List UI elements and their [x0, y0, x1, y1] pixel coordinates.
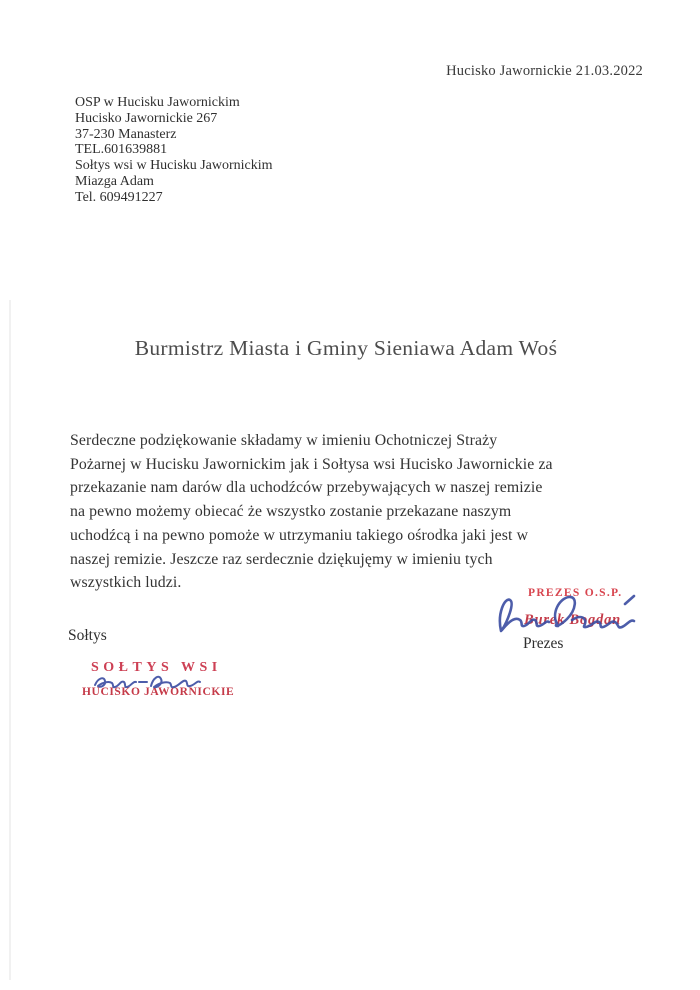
scan-edge-shadow: [9, 300, 11, 980]
sender-line: Sołtys wsi w Hucisku Jawornickim: [75, 158, 273, 174]
recipient-title: Burmistrz Miasta i Gminy Sieniawa Adam Woś: [134, 336, 558, 360]
prezes-stamp-name: Burek Bogdan: [524, 612, 622, 628]
body-line: przekazanie nam darów dla uchodźców przebywających w naszej remizie: [70, 479, 543, 497]
body-line: uchodźcą i na pewno pomoże w utrzymaniu takiego ośrodka jaki jest w: [70, 526, 529, 544]
sender-line: OSP w Hucisku Jawornickim: [75, 95, 240, 110]
soltys-stamp-locality: HUCISKO JAWORNICKIE: [82, 686, 235, 698]
sender-line: 37-230 Manasterz: [75, 126, 177, 142]
date-line: Hucisko Jawornickie 21.03.2022: [446, 63, 643, 79]
prezes-role-label: Prezes: [523, 635, 564, 652]
sender-line: Hucisko Jawornickie 267: [75, 110, 218, 126]
body-line: Serdeczne podziękowanie składamy w imieniu Ochotniczej Straży: [70, 432, 498, 449]
body-line: naszej remizie. Jeszcze raz serdecznie dziękujęmy w imieniu tych: [70, 550, 493, 568]
sender-line: Miazga Adam: [75, 173, 154, 189]
prezes-stamp-title: PREZES O.S.P.: [528, 587, 623, 599]
prezes-signature-ink: [490, 589, 644, 637]
soltys-role-label: Sołtys: [68, 627, 107, 644]
sender-line: TEL.601639881: [75, 142, 168, 158]
body-line: na pewno możemy obiecać że wszystko zostanie przekazane naszym: [70, 503, 512, 521]
soltys-stamp-title: SOŁTYS WSI: [91, 660, 222, 675]
soltys-signature-ink: [90, 669, 202, 693]
sender-line: Tel. 609491227: [75, 189, 163, 205]
body-line: wszystkich ludzi.: [70, 574, 182, 592]
sender-address-block: [75, 95, 273, 206]
letter-body: [70, 429, 650, 595]
body-line: Pożarnej w Hucisku Jawornickim jak i Sołtysa wsi Hucisko Jawornickie za: [70, 455, 553, 473]
